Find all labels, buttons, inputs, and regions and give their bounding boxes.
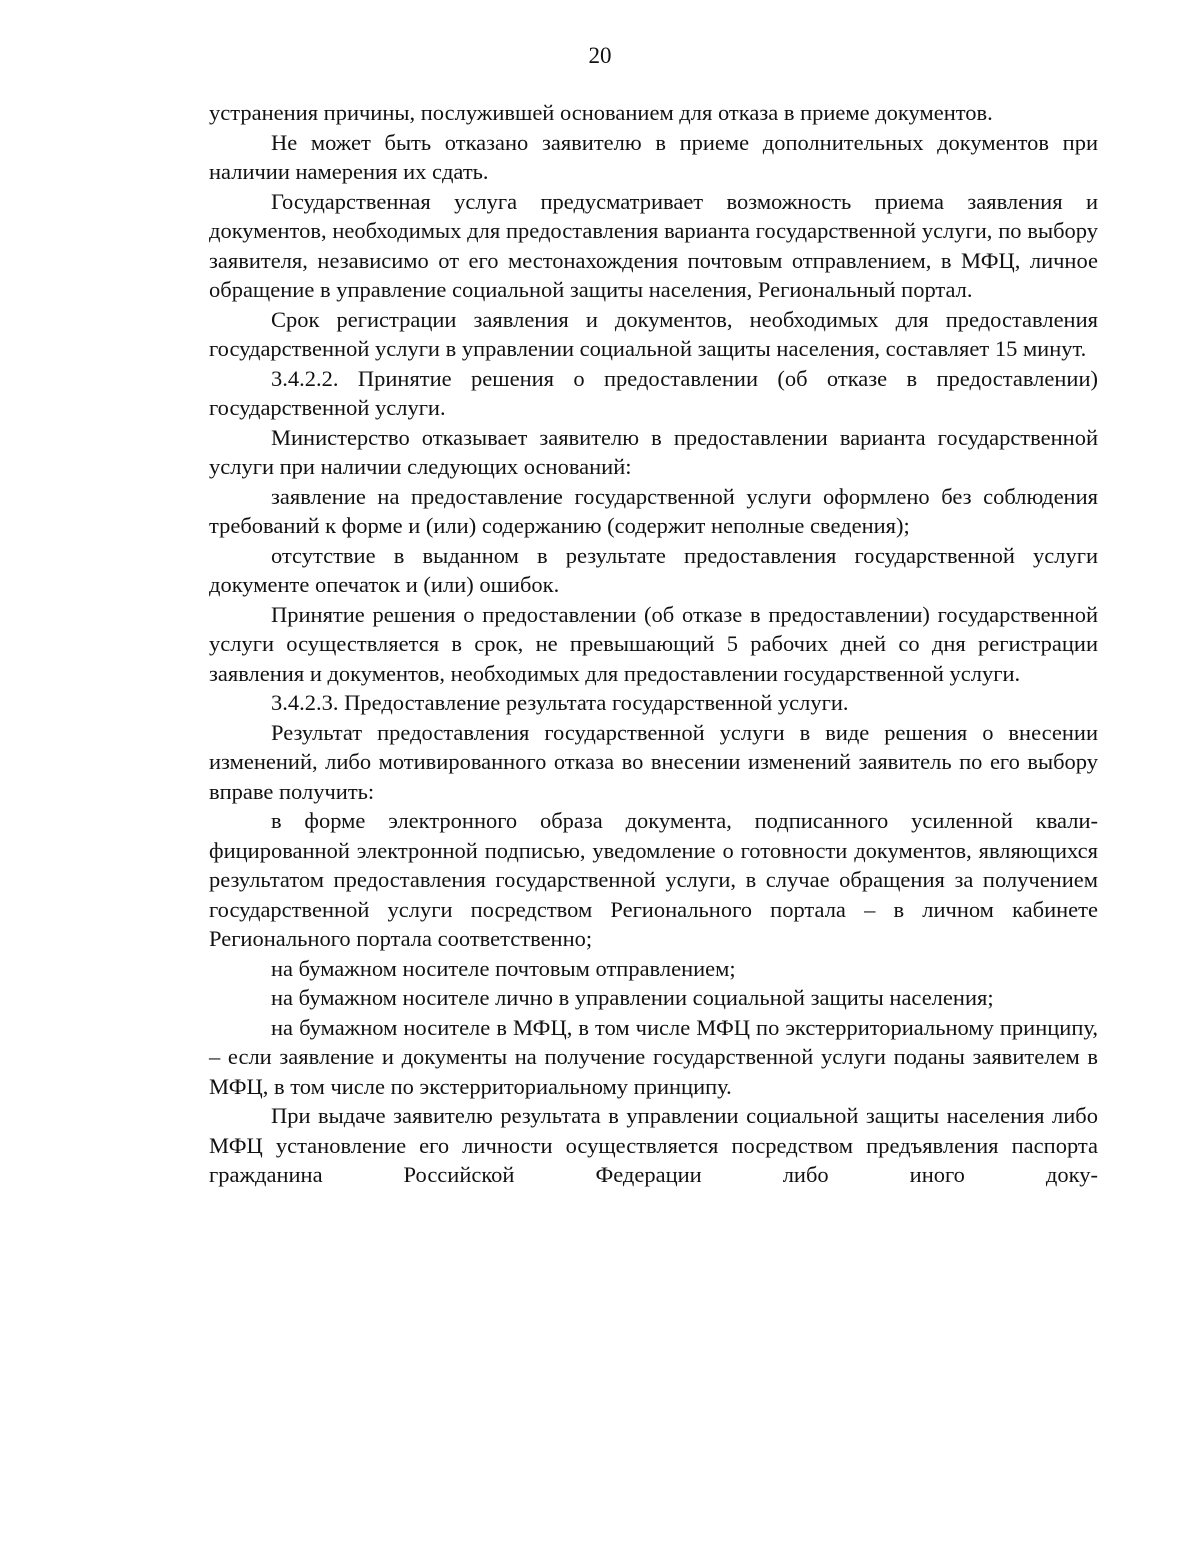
paragraph-registration-term: Срок регистрации заявления и документов, необходимых для предоставления государственной услуги в управлении социальной защиты населения, составляет 15 минут.: [209, 306, 1098, 361]
document-body: [209, 98, 1098, 1190]
list-item-electronic: в форме электронного образа документа, подписанного усиленной квалифицированной электронной подписью, уведомление о готовности документов, являющихся результатом предоставления государственной услуги, в случае обращения за получением государственной услуги посредством Регионального портала – в личном кабинете Регионального портала соответственно;: [209, 808, 1098, 951]
list-item-paper-mail: на бумажном носителе почтовым отправлением;: [271, 955, 736, 981]
list-item-ground-form: заявление на предоставление государственной услуги оформлено без соблюдения требований к форме и (или) содержанию (содержит неполные сведения);: [209, 483, 1098, 538]
paragraph-submission-methods: Государственная услуга предусматривает возможность приема заявления и документов, необходимых для предоставления варианта государственной услуги, по выбору заявителя, независимо от его местонахождения почтовым отправлением, в МФЦ, личное обращение в управление социальной защиты населения, Региональный портал.: [209, 188, 1098, 302]
paragraph-additional-documents: Не может быть отказано заявителю в приеме дополнительных документов при наличии намерения их сдать.: [209, 129, 1098, 184]
paragraph-continuation: устранения причины, послужившей основанием для отказа в приеме документов.: [209, 100, 993, 125]
paragraph-decision-term: Принятие решения о предоставлении (об отказе в предоставлении) государственной услуги осуществляется в срок, не превышающий 5 рабочих дней со дня регистрации заявления и документов, необходимых для предоставлении государственной услуги.: [209, 601, 1098, 686]
section-heading-3-4-2-2: 3.4.2.2. Принятие решения о предоставлении (об отказе в предоставлении) государственной услуги.: [209, 365, 1098, 420]
page-number: 20: [588, 43, 612, 68]
list-item-paper-in-person: на бумажном носителе лично в управлении социальной защиты населения;: [271, 985, 994, 1010]
section-heading-3-4-2-3: 3.4.2.3. Предоставление результата государственной услуги.: [271, 690, 849, 715]
paragraph-refusal-grounds: Министерство отказывает заявителю в предоставлении варианта государственной услуги при наличии следующих оснований:: [209, 424, 1098, 479]
paragraph-identity-verification: При выдаче заявителю результата в управлении социальной защиты населения либо МФЦ установление его личности осуществляется посредством предъявления паспорта гражданина Российской Федерации либо иного доку-: [209, 1103, 1098, 1187]
list-item-ground-errors: отсутствие в выданном в результате предоставления государственной услуги документе опечаток и (или) ошибок.: [209, 542, 1098, 597]
list-item-paper-mfc: на бумажном носителе в МФЦ, в том числе МФЦ по экстерриториальному принципу, – если заявление и документы на получение государственной услуги поданы заявителем в МФЦ, в том числе по экстерриториальному принципу.: [209, 1014, 1098, 1099]
paragraph-result-options: Результат предоставления государственной услуги в виде решения о внесении изменений, либо мотивированного отказа во внесении изменений заявитель по его выбору вправе получить:: [209, 719, 1098, 804]
